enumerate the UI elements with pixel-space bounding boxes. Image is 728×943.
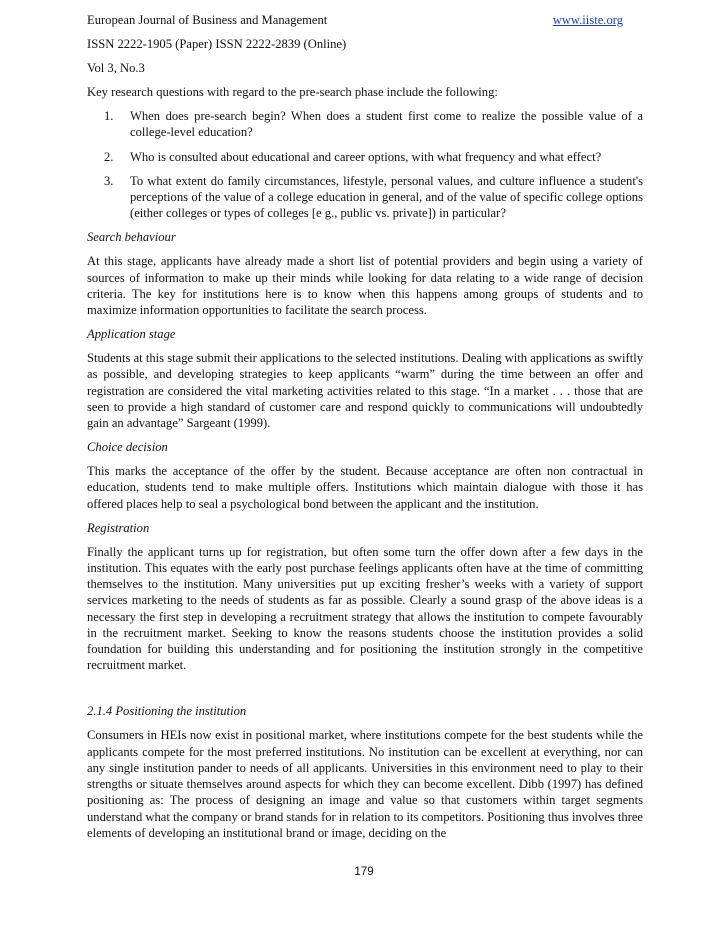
list-item xyxy=(87,108,643,140)
research-questions-list xyxy=(87,108,643,221)
list-number: 2. xyxy=(104,149,114,164)
intro-paragraph: Key research questions with regard to the pre-search phase include the following: xyxy=(87,85,498,99)
section-body-application: Students at this stage submit their applications to the selected institutions. Dealing with applications as swiftly as possible, and developing strategies to keep applicants “warm” during the time between an offer and registration are considered the vital marketing activities related to this stage. “In a market . . . those that are seen to provide a high standard of customer care and respond quickly to communications will undoubtedly gain an advantage” Sargeant (1999). xyxy=(87,351,643,431)
page-number: 179 xyxy=(354,866,374,878)
journal-url-link[interactable]: www.iiste.org xyxy=(552,13,623,27)
list-text: To what extent do family circumstances, lifestyle, personal values, and culture influence a student's perceptions of the value of a college education in general, and of the value of specific college options (either colleges or types of colleges [e g., public vs. private]) in particular? xyxy=(130,173,643,221)
section-heading-registration: Registration xyxy=(87,520,150,535)
list-item xyxy=(87,149,643,165)
list-text: Who is consulted about educational and career options, with what frequency and what effect? xyxy=(130,149,602,164)
section-body-search: At this stage, applicants have already made a short list of potential providers and begin using a variety of sources of information to make up their minds while looking for data relating to a wide range of decision criteria. The key for institutions here is to know when this happens among groups of students and to maximize information opportunities to facilitate the search process. xyxy=(87,254,643,318)
section-heading-application: Application stage xyxy=(87,327,176,342)
journal-title: European Journal of Business and Management xyxy=(87,13,328,27)
journal-header xyxy=(87,12,643,29)
issn-line: ISSN 2222-1905 (Paper) ISSN 2222-2839 (Online) xyxy=(87,37,347,51)
section-heading-choice: Choice decision xyxy=(87,440,168,455)
section-body-registration: Finally the applicant turns up for registration, but often some turn the offer down after a few days in the institution. This equates with the early post purchase feelings applicants often have at the time of committing themselves to the institution. Many universities put up exciting fresher’s weeks with a variety of support services marketing to the needs of students as far as possible. Clearly a sound grasp of the above ideas is a necessary the first step in developing a recruitment strategy that allows the institution to compete favourably in the recruitment market. Seeking to know the reasons students choose the institution provides a solid foundation for building this understanding and for positioning the institution strongly in the competitive recruitment market. xyxy=(87,544,643,673)
list-number: 3. xyxy=(104,173,114,188)
list-text: When does pre-search begin? When does a student first come to realize the possible value of a college-level education? xyxy=(130,109,643,140)
section-body-positioning: Consumers in HEIs now exist in positional market, where institutions compete for the best students while the applicants compete for the most preferred institutions. No institution can be excellent at everything, nor can any single institution pander to needs of all applicants. Universities in this environment need to play to their strengths or situate themselves around aspects for which they can become excellent. Dibb (1997) has defined positioning as: The process of designing an image and value so that customers within target segments understand what the company or brand stands for in relation to its competitors. Positioning thus involves three elements of developing an institutional brand or image, deciding on the xyxy=(87,728,643,840)
section-body-choice: This marks the acceptance of the offer by the student. Because acceptance are often non contractual in education, students tend to make multiple offers. Institutions which maintain dialogue with those it has offered places help to seal a psychological bond between the applicant and the institution. xyxy=(87,464,643,511)
list-item xyxy=(87,173,643,222)
section-heading-search: Search behaviour xyxy=(87,230,176,245)
section-heading-positioning: 2.1.4 Positioning the institution xyxy=(87,704,247,719)
volume-line: Vol 3, No.3 xyxy=(87,61,145,75)
spacer xyxy=(87,681,643,703)
page-content xyxy=(87,12,643,849)
list-number: 1. xyxy=(104,109,114,124)
